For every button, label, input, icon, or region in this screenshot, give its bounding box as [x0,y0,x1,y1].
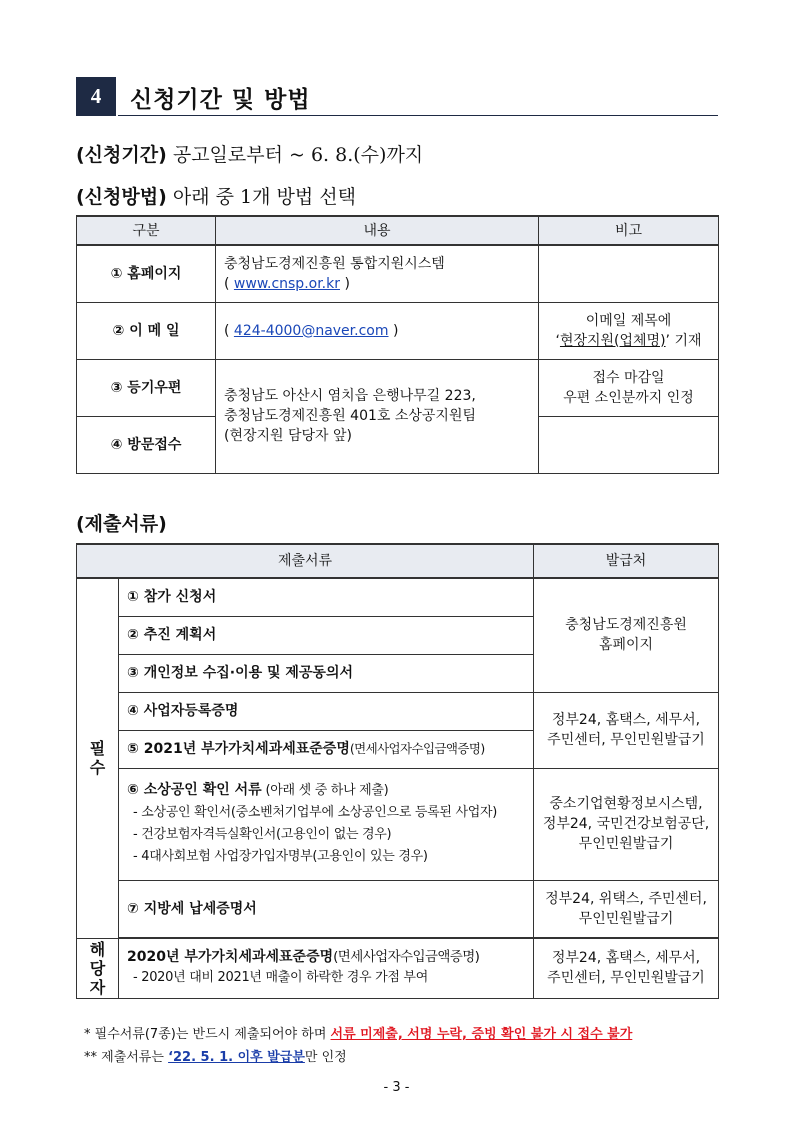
issuer-line: 정부24, 홈택스, 세무서, [551,950,701,966]
section-title: 신청기간 및 방법 [130,87,311,113]
doc-business-plan: ② 추진 계획서 [119,616,534,654]
footnote-issue-date [84,1046,347,1065]
paren-open: ( [224,275,234,292]
required-char-2: 수 [89,758,106,778]
footnote-issue-text: ** 제출서류는 [84,1050,169,1065]
doc-vat-2021-title: ⑤ 2021년 부가가치세과세표준증명 [127,741,350,757]
mail-note-line2: 우편 소인분까지 인정 [563,389,694,406]
issuer-line: 정부24, 홈택스, 세무서, [551,712,701,728]
required-char-1: 필 [89,739,106,759]
address-line2: 충청남도경제진흥원 401호 소상공지원팀 [224,408,477,424]
issuer-sme-system [534,768,719,880]
homepage-link[interactable]: www.cnsp.or.kr [233,275,340,292]
method-content-homepage [216,245,539,302]
issuer-homepage [534,578,719,692]
footnote-issue-date-highlight: ‘22. 5. 1. 이후 발급분 [168,1050,305,1065]
doc-sub-item: - 소상공인 확인서(중소벤처기업부에 소상공인으로 등록된 사업자) [133,805,498,820]
table-row [77,578,719,616]
issuer-gov-tax [534,692,719,768]
section-number-badge: 4 [76,77,116,116]
doc-local-tax-certificate: ⑦ 지방세 납세증명서 [119,880,534,937]
footnote-required-text: * 필수서류(7종)는 반드시 제출되어야 하며 [84,1027,331,1042]
issuer-gov-tax-2 [534,938,719,998]
paren-open: ( [224,322,234,339]
period-text: 공고일로부터 ~ 6. 8.(수)까지 [172,144,424,166]
issuer-line: 중소기업현황정보시스템, [549,796,703,812]
method-type-mail: ③ 등기우편 [77,359,216,416]
method-text: 아래 중 1개 방법 선택 [172,186,356,208]
issuer-line: 홈페이지 [598,637,654,654]
method-note-email [539,302,719,359]
doc-vat-2021-alt: (면세사업자수입금액증명) [349,741,485,756]
page-number: - 3 - [383,1080,410,1095]
documents-heading: (제출서류) [76,513,167,535]
doc-vat-2020-title: 2020년 부가가치세과세표준증명 [127,949,334,965]
method-note-mail [539,359,719,416]
method-table [76,215,719,474]
table-row [77,245,719,302]
method-type-email: ② 이 메 일 [77,302,216,359]
table-row [77,692,719,730]
period-paragraph [76,140,423,167]
paren-close: ) [340,275,350,292]
applicable-char-2: 당 [89,958,106,978]
doc-vat-2020 [119,938,534,998]
table-row [77,768,719,880]
doc-application-form: ① 참가 신청서 [119,578,534,616]
address-line3: (현장지원 담당자 앞) [224,428,353,444]
section-heading [76,77,718,117]
email-note-line1: 이메일 제목에 [585,312,672,329]
quote-open: ‘ [555,332,560,349]
method-type-homepage: ① 홈페이지 [77,245,216,302]
table-row [77,302,719,359]
period-label: (신청기간) [76,144,167,166]
method-paragraph [76,182,356,209]
issuer-wetax [534,880,719,937]
issuer-line: 정부24, 국민건강보험공단, [542,816,710,832]
issuer-line: 정부24, 위택스, 주민센터, [545,890,707,907]
applicable-char-1: 해 [89,939,106,959]
table-header-row [77,544,719,578]
footnote-required-warning: 서류 미제출, 서명 누락, 증빙 확인 불가 시 접수 불가 [330,1027,633,1042]
email-note-line2 [539,331,718,351]
header-content: 내용 [216,216,539,245]
email-subject-format: 현장지원(업체명) [559,332,666,349]
doc-small-business-hint: (아래 셋 중 하나 제출) [261,783,389,798]
mail-note-line1: 접수 마감일 [592,369,665,386]
issuer-line: 주민센터, 무인민원발급기 [547,732,705,748]
documents-table [76,543,719,999]
required-group-label [77,578,119,938]
applicable-char-3: 자 [89,977,106,997]
issuer-line: 주민센터, 무인민원발급기 [547,970,705,986]
email-note-suffix: ’ 기재 [665,332,702,349]
email-link[interactable]: 424-4000@naver.com [233,322,389,339]
doc-vat-2020-alt: (면세사업자수입금액증명) [333,949,480,965]
doc-sub-item: - 2020년 대비 2021년 매출이 하락한 경우 가점 부여 [133,970,428,985]
issuer-line: 무인민원발급기 [578,836,674,852]
applicable-group-label [77,938,119,998]
method-type-visit: ④ 방문접수 [77,416,216,473]
doc-small-business-proof [119,768,534,880]
header-type: 구분 [77,216,216,245]
footnote-issue-suffix: 만 인정 [304,1050,347,1065]
method-content-address [216,359,539,473]
issuer-line: 충청남도경제진흥원 [565,617,687,634]
doc-sub-item: - 건강보험자격득실확인서(고용인이 없는 경우) [133,827,392,842]
method-note-homepage [539,245,719,302]
method-label: (신청방법) [76,186,167,208]
header-documents: 제출서류 [77,544,534,578]
header-note: 비고 [539,216,719,245]
method-note-visit [539,416,719,473]
footnote-required [84,1023,632,1042]
table-row [77,938,719,998]
table-row [77,359,719,416]
table-header-row [77,216,719,245]
header-issuer: 발급처 [534,544,719,578]
issuer-line: 무인민원발급기 [578,910,674,927]
homepage-url-line [224,274,538,294]
method-content-email [216,302,539,359]
section-underline [118,115,718,116]
homepage-system-name: 충청남도경제진흥원 통합지원시스템 [224,255,445,272]
address-line1: 충청남도 아산시 염치읍 은행나무길 223, [224,388,476,404]
table-row [77,880,719,937]
doc-privacy-consent: ③ 개인정보 수집·이용 및 제공동의서 [119,654,534,692]
doc-business-registration: ④ 사업자등록증명 [119,692,534,730]
doc-sub-item: - 4대사회보험 사업장가입자명부(고용인이 있는 경우) [133,849,428,864]
paren-close: ) [388,322,399,339]
doc-small-business-title: ⑥ 소상공인 확인 서류 [127,782,262,798]
doc-vat-2021 [119,730,534,768]
